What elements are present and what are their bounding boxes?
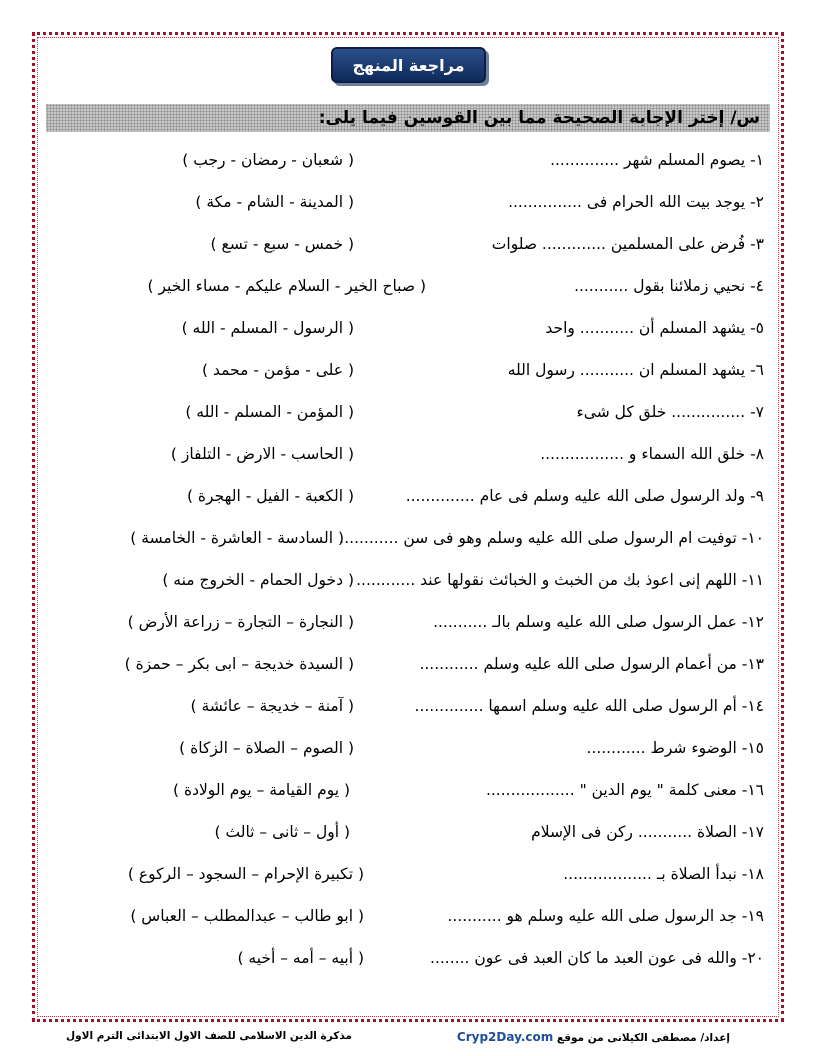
list-item <box>46 181 770 223</box>
list-item <box>46 811 770 853</box>
question-text: ١٠- توفيت ام الرسول صلى الله عليه وسلم وهو فى سن ............ <box>339 529 764 547</box>
list-item <box>46 391 770 433</box>
question-text: ٦- يشهد المسلم ان ........... رسول الله <box>507 361 764 379</box>
list-item <box>46 643 770 685</box>
question-text: ٤- نحيي زملائنا بقول ........... <box>574 277 764 295</box>
footer-author: إعداد/ مصطفى الكيلانى من موقع <box>556 1032 730 1044</box>
question-text: ٥- يشهد المسلم أن ........... واحد <box>545 319 764 337</box>
answer-options: ( الكعبة - الفيل - الهجرة ) <box>186 487 354 505</box>
list-item <box>46 265 770 307</box>
answer-options: ( السادسة - العاشرة - الخامسة ) <box>130 529 344 547</box>
footer-note: مذكرة الدين الاسلامى للصف الاول الابتدائى الترم الاول <box>66 1030 352 1042</box>
answer-options: ( الحاسب - الارض - التلفاز ) <box>170 445 354 463</box>
answer-options: ( خمس - سبع - تسع ) <box>210 235 354 253</box>
page-title: مراجعة المنهج <box>331 47 486 83</box>
question-text: ١- يصوم المسلم شهر .............. <box>550 151 764 169</box>
list-item <box>46 601 770 643</box>
footer-credit <box>457 1030 730 1044</box>
list-item <box>46 769 770 811</box>
answer-options: ( أول – ثانى – ثالث ) <box>214 823 350 841</box>
list-item <box>46 223 770 265</box>
answer-options: ( على - مؤمن - محمد ) <box>202 361 354 379</box>
footer-site-link[interactable]: Cryp2Day.com <box>456 1030 554 1044</box>
question-text: ١٩- جد الرسول صلى الله عليه وسلم هو ........... <box>447 907 764 925</box>
question-text: ١٣- من أعمام الرسول صلى الله عليه وسلم ............ <box>419 655 764 673</box>
question-text: ١٨- نبدأ الصلاة بـ .................. <box>563 865 764 883</box>
list-item <box>46 139 770 181</box>
answer-options: ( المدينة - الشام - مكة ) <box>195 193 354 211</box>
answer-options: ( أبيه – أمه – أخيه ) <box>237 949 364 967</box>
question-list <box>46 139 770 979</box>
list-item <box>46 727 770 769</box>
answer-options: ( الرسول - المسلم - الله ) <box>181 319 354 337</box>
list-item <box>46 475 770 517</box>
question-text: ٢- يوجد بيت الله الحرام فى ............... <box>508 193 764 211</box>
question-text: ٩- ولد الرسول صلى الله عليه وسلم فى عام .............. <box>405 487 764 505</box>
list-item <box>46 685 770 727</box>
question-text: ٧- ............... خلق كل شىء <box>576 403 764 421</box>
question-heading: س/ إختر الإجابة الصحيحة مما بين القوسين فيما يلى: <box>46 104 770 132</box>
question-text: ٣- فُرض على المسلمين ............. صلوات <box>491 235 764 253</box>
answer-options: ( دخول الحمام - الخروج منه ) <box>162 571 354 589</box>
list-item <box>46 517 770 559</box>
list-item <box>46 937 770 979</box>
question-text: ١١- اللهم إنى اعوذ بك من الخبث و الخبائث نقولها عند ............ <box>356 571 764 589</box>
answer-options: ( تكبيرة الإحرام – السجود – الركوع ) <box>127 865 364 883</box>
question-text: ١٦- معنى كلمة " يوم الدين " .................. <box>485 781 764 799</box>
answer-options: ( يوم القيامة – يوم الولادة ) <box>172 781 350 799</box>
question-text: ١٥- الوضوء شرط ............ <box>586 739 764 757</box>
answer-options: ( النجارة – التجارة – زراعة الأرض ) <box>127 613 354 631</box>
answer-options: ( ابو طالب – عبدالمطلب – العباس ) <box>130 907 364 925</box>
answer-options: ( صباح الخير - السلام عليكم - مساء الخير ) <box>147 277 426 295</box>
question-text: ١٧- الصلاة ........... ركن فى الإسلام <box>531 823 764 841</box>
answer-options: ( المؤمن - المسلم - الله ) <box>185 403 354 421</box>
list-item <box>46 853 770 895</box>
question-text: ١٢- عمل الرسول صلى الله عليه وسلم بالـ ........... <box>433 613 764 631</box>
list-item <box>46 433 770 475</box>
answer-options: ( آمنة – خديجة – عائشة ) <box>190 697 354 715</box>
list-item <box>46 349 770 391</box>
question-text: ٨- خلق الله السماء و ................. <box>540 445 764 463</box>
list-item <box>46 559 770 601</box>
question-text: ٢٠- والله فى عون العبد ما كان العبد فى عون ........ <box>430 949 764 967</box>
question-text: ١٤- أم الرسول صلى الله عليه وسلم اسمها .............. <box>414 697 764 715</box>
answer-options: ( الصوم – الصلاة – الزكاة ) <box>179 739 354 757</box>
list-item <box>46 307 770 349</box>
list-item <box>46 895 770 937</box>
answer-options: ( شعبان - رمضان - رجب ) <box>182 151 354 169</box>
answer-options: ( السيدة خديجة – ابى بكر – حمزة ) <box>124 655 354 673</box>
